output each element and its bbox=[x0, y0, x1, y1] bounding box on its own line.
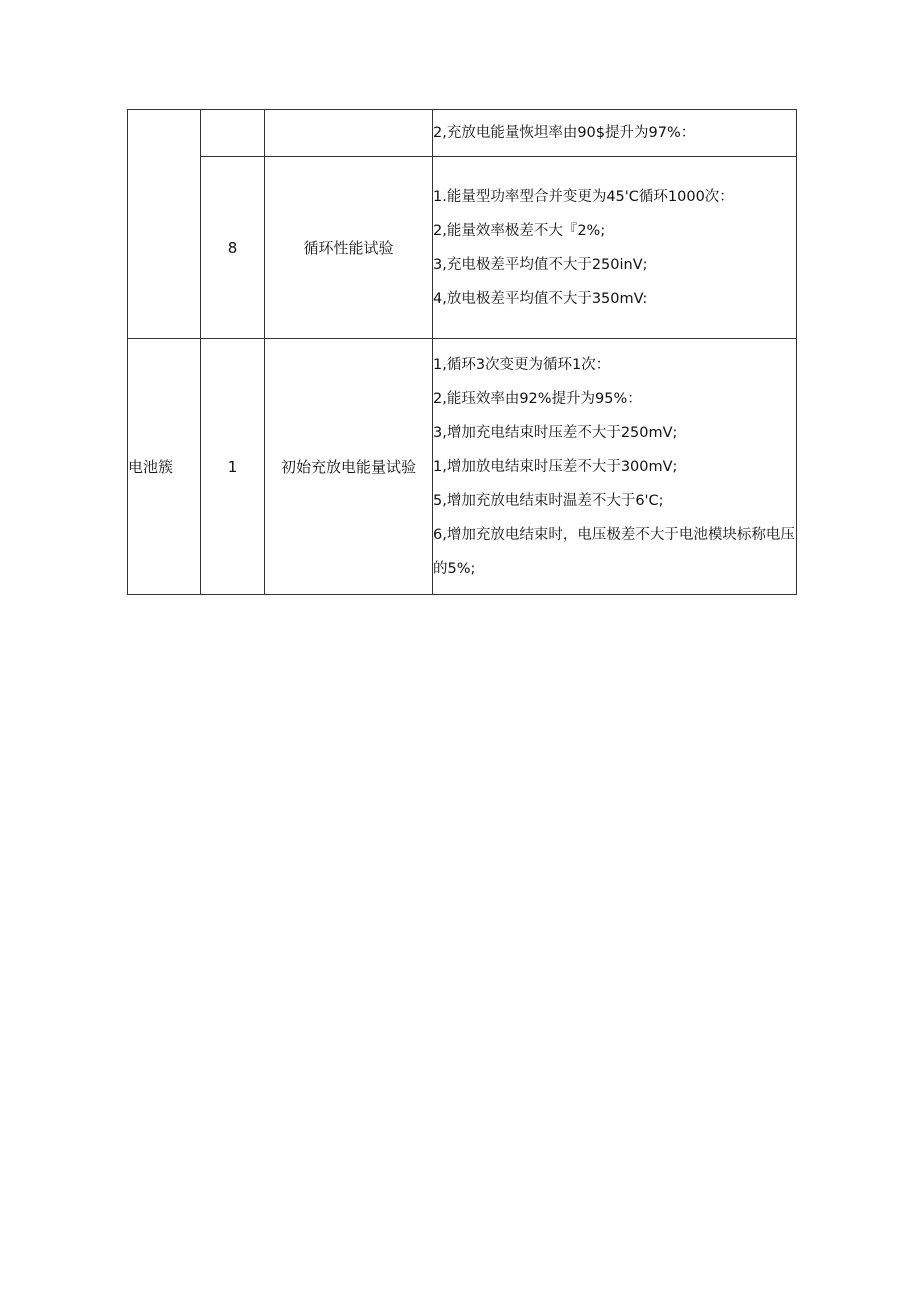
requirement-line: 1.能量型功率型合并变更为45'C循环1000次： bbox=[433, 188, 734, 205]
requirement-line: 1,循环3次变更为循环1次： bbox=[433, 356, 611, 373]
requirements-cell bbox=[433, 339, 797, 595]
seq-cell: 1 bbox=[201, 339, 265, 595]
test-name-cell: 初始充放电能量试验 bbox=[265, 339, 433, 595]
requirement-line: 2,能量效率极差不大『2%; bbox=[433, 222, 606, 239]
requirement-line: 2,能珏效率由92%提升为95%： bbox=[433, 390, 642, 407]
seq-cell: 8 bbox=[201, 157, 265, 339]
requirement-line: 2,充放电能量恢坦率由90$提升为97%： bbox=[433, 125, 696, 141]
requirement-line: 5,增加充放电结束时温差不大于6'C; bbox=[433, 492, 664, 509]
category-cell: 电池簇 bbox=[128, 339, 201, 595]
requirements-table bbox=[127, 109, 797, 595]
requirement-line: 1,增加放电结束时压差不大于300mV; bbox=[433, 458, 678, 475]
seq-cell bbox=[201, 110, 265, 157]
test-name-cell: 循环性能试验 bbox=[265, 157, 433, 339]
requirements-cell bbox=[433, 157, 797, 339]
requirement-line: 4,放电极差平均值不大于350mV: bbox=[433, 290, 648, 307]
table-row bbox=[128, 339, 797, 595]
requirement-line: 3,增加充电结束时压差不大于250mV; bbox=[433, 424, 678, 441]
category-cell bbox=[128, 110, 201, 339]
table-row bbox=[128, 110, 797, 157]
requirement-line: 3,充电极差平均值不大于250inV; bbox=[433, 256, 648, 273]
requirements-cell bbox=[433, 110, 797, 157]
table-row bbox=[128, 157, 797, 339]
requirement-line: 6,增加充放电结束时，电压极差不大于电池模块标称电压的5%; bbox=[433, 526, 795, 577]
test-name-cell bbox=[265, 110, 433, 157]
